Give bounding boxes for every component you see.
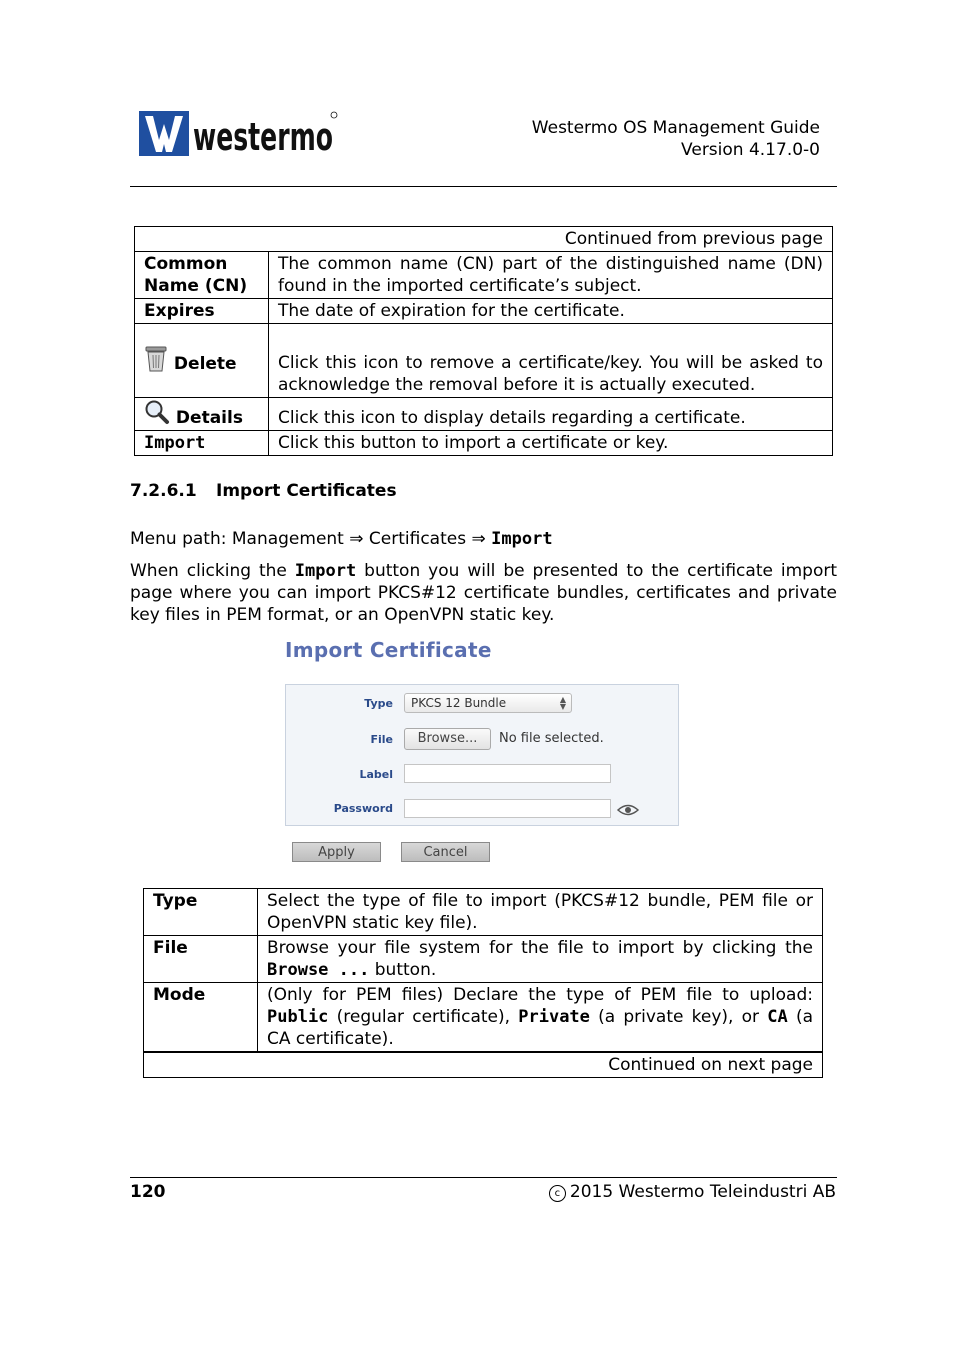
updown-arrows-icon: ▲ ▼ [559, 695, 566, 711]
field-description: Select the type of file to import (PKCS#12 bundle, PEM file or OpenVPN static key file). [258, 889, 823, 936]
continued-from-previous: Continued from previous page [135, 227, 833, 252]
import-fields-table [143, 888, 823, 1078]
apply-button[interactable]: Apply [292, 842, 381, 862]
guide-version: Version 4.17.0-0 [681, 140, 820, 160]
intro-text: When clicking the [130, 561, 287, 581]
footer-rule [130, 1177, 837, 1178]
page-number: 120 [130, 1182, 166, 1202]
private-code: Private [518, 1007, 590, 1027]
logo-wordmark: westermo [193, 115, 333, 159]
arrow-icon: ⇒ [471, 529, 486, 549]
field-name: Type [144, 889, 258, 936]
eye-icon[interactable] [617, 802, 639, 818]
browse-code: Browse ... [267, 960, 370, 980]
menu-path-certificates: Certificates [368, 529, 467, 549]
cancel-button[interactable]: Cancel [401, 842, 490, 862]
guide-title: Westermo OS Management Guide [531, 118, 820, 138]
field-name-details [135, 398, 269, 431]
field-name: Common Name (CN) [135, 252, 269, 299]
import-certificate-title: Import Certificate [285, 638, 492, 662]
browse-button[interactable]: Browse... [404, 728, 491, 750]
file-label: File [370, 733, 393, 746]
field-name: File [144, 936, 258, 983]
table-row [135, 431, 833, 456]
intro-paragraph [130, 560, 837, 626]
desc-text: (a private key), or [598, 1007, 760, 1027]
no-file-selected-text: No file selected. [499, 731, 604, 746]
details-label: Details [175, 408, 243, 428]
table-row [144, 936, 823, 983]
table-row [135, 299, 833, 324]
desc-text: button. [374, 960, 437, 980]
trash-icon [144, 345, 168, 373]
table-row [135, 252, 833, 299]
password-input[interactable] [404, 799, 611, 818]
arrow-icon: ⇒ [349, 529, 364, 549]
desc-text: Browse your file system for the file to import by clicking the [267, 938, 813, 958]
type-select[interactable] [404, 693, 572, 713]
field-description [258, 983, 823, 1053]
type-select-value: PKCS 12 Bundle [411, 696, 507, 710]
table-row [144, 983, 823, 1053]
table-row [135, 398, 833, 431]
menu-path-prefix: Menu path: Management [130, 529, 344, 549]
westermo-logo [139, 110, 339, 158]
menu-path [130, 528, 837, 550]
certificate-fields-table [134, 226, 833, 456]
field-name: Mode [144, 983, 258, 1053]
section-heading [130, 481, 397, 501]
document-title [532, 117, 820, 161]
intro-text: button you will be presented to the certificate import page where you can import PKCS#12 certificate bundles, certificates and private key files in PEM format, or an OpenVPN static key. [130, 561, 838, 625]
desc-text: (a CA certificate). [267, 1007, 813, 1049]
field-description: Click this button to import a certificate or key. [269, 431, 833, 456]
copyright-icon: c [549, 1185, 566, 1202]
intro-import-code: Import [294, 561, 357, 581]
field-name: Import [135, 431, 269, 456]
table-row [144, 889, 823, 936]
password-label: Password [333, 802, 393, 815]
desc-text: (regular certificate), [336, 1007, 511, 1027]
field-description: The common name (CN) part of the distinguished name (DN) found in the imported certificate’s subject. [269, 252, 833, 299]
section-number: 7.2.6.1 [130, 481, 197, 501]
label-input[interactable] [404, 764, 611, 783]
field-description: The date of expiration for the certificate. [269, 299, 833, 324]
field-description [258, 936, 823, 983]
field-name-delete [135, 324, 269, 398]
label-label: Label [359, 768, 393, 781]
ca-code: CA [767, 1007, 788, 1027]
section-title: Import Certificates [216, 481, 397, 501]
copyright [549, 1182, 836, 1202]
field-name: Expires [135, 299, 269, 324]
table-row [144, 1052, 823, 1078]
header-rule [130, 186, 837, 187]
delete-label: Delete [173, 354, 237, 374]
magnifier-icon [144, 399, 170, 425]
menu-path-import: Import [491, 529, 553, 549]
public-code: Public [267, 1007, 329, 1027]
field-description: Click this icon to remove a certificate/key. You will be asked to acknowledge the removal before it is actually executed. [269, 324, 833, 398]
copyright-text: 2015 Westermo Teleindustri AB [569, 1182, 836, 1202]
field-description: Click this icon to display details regarding a certificate. [269, 398, 833, 431]
desc-text: (Only for PEM files) Declare the type of PEM file to upload: [267, 985, 813, 1005]
table-row [135, 227, 833, 252]
type-label: Type [364, 697, 393, 710]
continued-on-next: Continued on next page [144, 1052, 823, 1078]
table-row [135, 324, 833, 398]
